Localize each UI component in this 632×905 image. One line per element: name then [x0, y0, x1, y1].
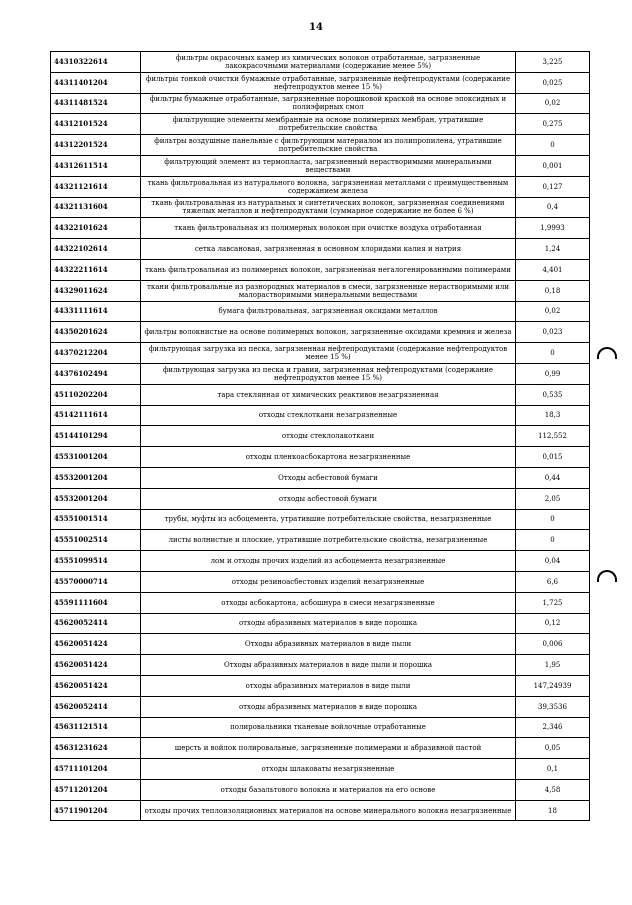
- waste-name-cell: тара стеклянная от химических реактивов незагрязненная: [141, 384, 516, 405]
- waste-name-cell: ткань фильтровальная из полимерных волокон, загрязненная негалогенированными полимерами: [141, 259, 516, 280]
- waste-name-cell: отходы прочих теплоизоляционных материалов на основе минерального волокна незагрязненные: [141, 800, 516, 821]
- waste-name-cell: отходы абразивных материалов в виде порошка: [141, 696, 516, 717]
- table-row: [51, 634, 590, 655]
- table-row: [51, 322, 590, 343]
- waste-amount-cell: 0,023: [516, 322, 590, 343]
- waste-amount-cell: 1,9993: [516, 218, 590, 239]
- table-row: [51, 759, 590, 780]
- waste-code-cell: 45631231624: [51, 738, 141, 759]
- waste-code-cell: 45142111614: [51, 405, 141, 426]
- table-row: [51, 114, 590, 135]
- waste-name-cell: фильтры воздушные панельные с фильтрующим материалом из полипропилена, утратившие потребительские свойства: [141, 135, 516, 156]
- table-row: [51, 738, 590, 759]
- waste-code-cell: 45551001514: [51, 509, 141, 530]
- waste-amount-cell: 0: [516, 530, 590, 551]
- waste-amount-cell: 0: [516, 509, 590, 530]
- table-row: [51, 467, 590, 488]
- waste-amount-cell: 2,346: [516, 717, 590, 738]
- table-row: [51, 696, 590, 717]
- table-row: [51, 384, 590, 405]
- table-row: [51, 488, 590, 509]
- table-row: [51, 447, 590, 468]
- table-row: [51, 426, 590, 447]
- waste-amount-cell: 18: [516, 800, 590, 821]
- waste-amount-cell: 0,04: [516, 551, 590, 572]
- table-row: [51, 405, 590, 426]
- waste-code-cell: 45620051424: [51, 634, 141, 655]
- waste-name-cell: фильтрующий элемент из термопласта, загрязненный нерастворимыми минеральными веществами: [141, 155, 516, 176]
- table-row: [51, 197, 590, 218]
- table-row: [51, 239, 590, 260]
- waste-amount-cell: 0,02: [516, 93, 590, 114]
- waste-name-cell: фильтры окрасочных камер из химических волокон отработанные, загрязненные лакокрасочными материалами (содержание менее 5%): [141, 52, 516, 73]
- waste-amount-cell: 0,025: [516, 72, 590, 93]
- waste-code-cell: 45711101204: [51, 759, 141, 780]
- waste-name-cell: отходы асбестовой бумаги: [141, 488, 516, 509]
- table-row: [51, 509, 590, 530]
- waste-name-cell: лом и отходы прочих изделий из асбоцемента незагрязненные: [141, 551, 516, 572]
- waste-amount-cell: 112,552: [516, 426, 590, 447]
- waste-code-cell: 45570000714: [51, 571, 141, 592]
- waste-name-cell: фильтры бумажные отработанные, загрязненные порошковой краской на основе эпоксидных и полиэфирных смол: [141, 93, 516, 114]
- waste-code-cell: 44311401204: [51, 72, 141, 93]
- waste-name-cell: ткань фильтровальная из полимерных волокон при очистке воздуха отработанная: [141, 218, 516, 239]
- table-row: [51, 613, 590, 634]
- table-row: [51, 551, 590, 572]
- table-row: [51, 301, 590, 322]
- waste-name-cell: ткань фильтровальная из натуральных и синтетических волокон, загрязненная соединениями тяжелых металлов и нефтепродуктами (суммарное содержание не более 6 %): [141, 197, 516, 218]
- waste-code-cell: 44312611514: [51, 155, 141, 176]
- waste-amount-cell: 1,95: [516, 655, 590, 676]
- waste-name-cell: отходы стеклолакоткани: [141, 426, 516, 447]
- waste-amount-cell: 0,02: [516, 301, 590, 322]
- waste-name-cell: отходы абразивных материалов в виде пыли: [141, 675, 516, 696]
- waste-table: [50, 51, 590, 821]
- waste-code-cell: 44376102494: [51, 363, 141, 384]
- waste-name-cell: фильтрующая загрузка из песка, загрязненная нефтепродуктами (содержание нефтепродуктов менее 15 %): [141, 343, 516, 364]
- waste-name-cell: ткани фильтровальные из разнородных материалов в смеси, загрязненные нерастворимыми или малорастворимыми минеральными веществами: [141, 280, 516, 301]
- table-row: [51, 530, 590, 551]
- table-row: [51, 800, 590, 821]
- waste-amount-cell: 0,015: [516, 447, 590, 468]
- waste-name-cell: отходы асбокартона, асбошнура в смеси незагрязненные: [141, 592, 516, 613]
- waste-amount-cell: 0,18: [516, 280, 590, 301]
- punch-hole-mark-top: [597, 347, 617, 359]
- waste-code-cell: 44331111614: [51, 301, 141, 322]
- table-row: [51, 72, 590, 93]
- waste-code-cell: 45591111604: [51, 592, 141, 613]
- waste-code-cell: 44322211614: [51, 259, 141, 280]
- waste-amount-cell: 0,12: [516, 613, 590, 634]
- waste-amount-cell: 0,535: [516, 384, 590, 405]
- table-row: [51, 592, 590, 613]
- table-row: [51, 218, 590, 239]
- waste-name-cell: бумага фильтровальная, загрязненная оксидами металлов: [141, 301, 516, 322]
- punch-hole-mark-bottom: [597, 570, 617, 582]
- waste-amount-cell: 147,24939: [516, 675, 590, 696]
- waste-amount-cell: 4,401: [516, 259, 590, 280]
- waste-name-cell: листы волнистые и плоские, утратившие потребительские свойства, незагрязненные: [141, 530, 516, 551]
- waste-code-cell: 44310322614: [51, 52, 141, 73]
- waste-name-cell: фильтры тонкой очистки бумажные отработанные, загрязненные нефтепродуктами (содержание нефтепродуктов менее 15 %): [141, 72, 516, 93]
- waste-amount-cell: 0,4: [516, 197, 590, 218]
- waste-amount-cell: 0,44: [516, 467, 590, 488]
- waste-name-cell: Отходы абразивных материалов в виде пыли и порошка: [141, 655, 516, 676]
- waste-name-cell: сетка лавсановая, загрязненная в основном хлоридами калия и натрия: [141, 239, 516, 260]
- waste-code-cell: 45631121514: [51, 717, 141, 738]
- waste-amount-cell: 0,275: [516, 114, 590, 135]
- waste-code-cell: 44322101624: [51, 218, 141, 239]
- waste-code-cell: 44311481524: [51, 93, 141, 114]
- waste-amount-cell: 0,1: [516, 759, 590, 780]
- table-row: [51, 343, 590, 364]
- waste-amount-cell: 0,001: [516, 155, 590, 176]
- waste-code-cell: 45711201204: [51, 779, 141, 800]
- waste-name-cell: фильтрующие элементы мембранные на основе полимерных мембран, утратившие потребительские свойства: [141, 114, 516, 135]
- table-row: [51, 280, 590, 301]
- waste-name-cell: фильтрующая загрузка из песка и гравия, загрязненная нефтепродуктами (содержание нефтепродуктов менее 15 %): [141, 363, 516, 384]
- waste-name-cell: ткань фильтровальная из натурального волокна, загрязненная металлами с преимущественным содержанием железа: [141, 176, 516, 197]
- waste-amount-cell: 1,24: [516, 239, 590, 260]
- table-row: [51, 675, 590, 696]
- waste-code-cell: 45532001204: [51, 488, 141, 509]
- waste-code-cell: 44321131604: [51, 197, 141, 218]
- table-row: [51, 779, 590, 800]
- waste-code-cell: 45110202204: [51, 384, 141, 405]
- waste-code-cell: 45144101294: [51, 426, 141, 447]
- waste-name-cell: фильтры волокнистые на основе полимерных волокон, загрязненные оксидами кремния и железа: [141, 322, 516, 343]
- waste-code-cell: 45551002514: [51, 530, 141, 551]
- waste-amount-cell: 2,05: [516, 488, 590, 509]
- waste-name-cell: полировальники тканевые войлочные отработанные: [141, 717, 516, 738]
- waste-amount-cell: 18,3: [516, 405, 590, 426]
- waste-code-cell: 45620052414: [51, 613, 141, 634]
- waste-amount-cell: 6,6: [516, 571, 590, 592]
- waste-name-cell: Отходы абразивных материалов в виде пыли: [141, 634, 516, 655]
- waste-amount-cell: 39,3536: [516, 696, 590, 717]
- table-row: [51, 135, 590, 156]
- waste-name-cell: отходы шлаковаты незагрязненные: [141, 759, 516, 780]
- table-row: [51, 717, 590, 738]
- table-row: [51, 52, 590, 73]
- waste-code-cell: 44329011624: [51, 280, 141, 301]
- waste-table-body: [51, 52, 590, 821]
- table-row: [51, 155, 590, 176]
- waste-amount-cell: 3,225: [516, 52, 590, 73]
- waste-name-cell: трубы, муфты из асбоцемента, утратившие потребительские свойства, незагрязненные: [141, 509, 516, 530]
- waste-amount-cell: 0,127: [516, 176, 590, 197]
- waste-name-cell: шерсть и войлок полировальные, загрязненные полимерами и абразивной пастой: [141, 738, 516, 759]
- waste-code-cell: 44312101524: [51, 114, 141, 135]
- waste-name-cell: отходы стеклоткани незагрязненные: [141, 405, 516, 426]
- waste-name-cell: отходы резиноасбестовых изделий незагрязненные: [141, 571, 516, 592]
- waste-code-cell: 44312201524: [51, 135, 141, 156]
- waste-name-cell: отходы базальтового волокна и материалов на его основе: [141, 779, 516, 800]
- table-row: [51, 176, 590, 197]
- table-row: [51, 571, 590, 592]
- waste-code-cell: 44370212204: [51, 343, 141, 364]
- waste-name-cell: Отходы асбестовой бумаги: [141, 467, 516, 488]
- waste-amount-cell: 0: [516, 135, 590, 156]
- table-row: [51, 259, 590, 280]
- table-row: [51, 363, 590, 384]
- waste-code-cell: 45551099514: [51, 551, 141, 572]
- waste-name-cell: отходы пленкоасбокартона незагрязненные: [141, 447, 516, 468]
- waste-code-cell: 44322102614: [51, 239, 141, 260]
- waste-amount-cell: 0,006: [516, 634, 590, 655]
- waste-amount-cell: 0: [516, 343, 590, 364]
- waste-code-cell: 45531001204: [51, 447, 141, 468]
- waste-amount-cell: 0,99: [516, 363, 590, 384]
- waste-amount-cell: 0,05: [516, 738, 590, 759]
- waste-code-cell: 44321121614: [51, 176, 141, 197]
- table-row: [51, 93, 590, 114]
- waste-code-cell: 45620051424: [51, 675, 141, 696]
- waste-code-cell: 45532001204: [51, 467, 141, 488]
- waste-name-cell: отходы абразивных материалов в виде порошка: [141, 613, 516, 634]
- page-number: 14: [309, 22, 323, 33]
- waste-code-cell: 44350201624: [51, 322, 141, 343]
- table-row: [51, 655, 590, 676]
- waste-code-cell: 45620052414: [51, 696, 141, 717]
- waste-code-cell: 45620051424: [51, 655, 141, 676]
- waste-amount-cell: 1,725: [516, 592, 590, 613]
- waste-code-cell: 45711901204: [51, 800, 141, 821]
- waste-amount-cell: 4,58: [516, 779, 590, 800]
